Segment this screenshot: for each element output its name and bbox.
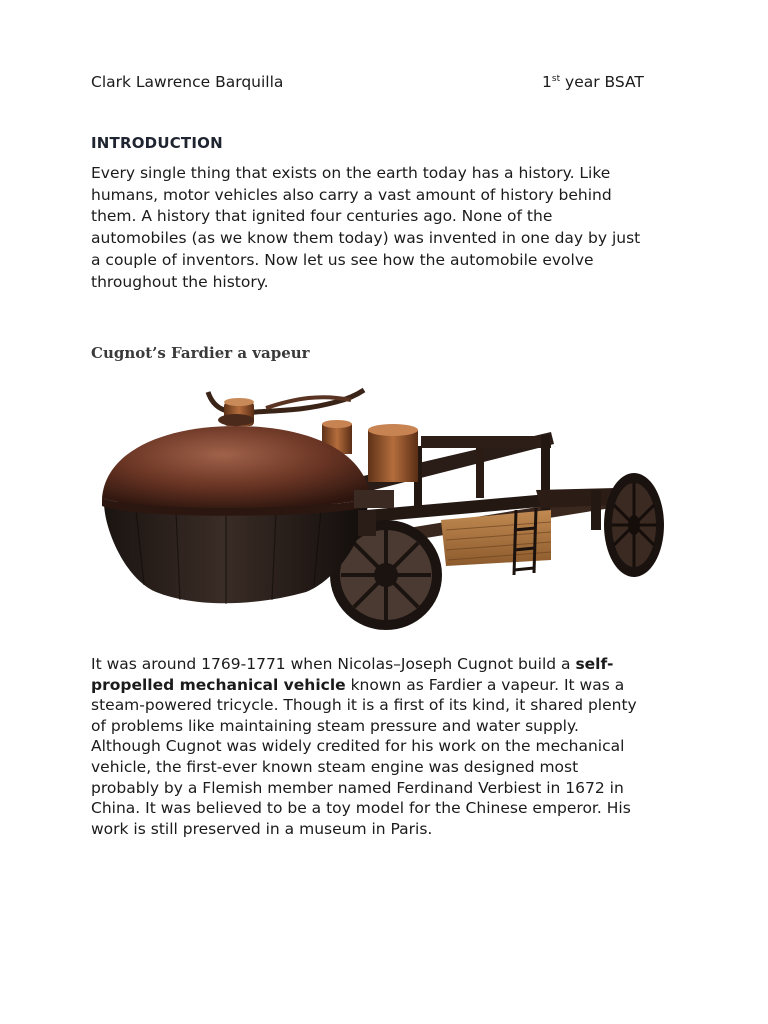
year-program: year BSAT <box>560 73 644 91</box>
body-bold-text: self- <box>575 655 614 673</box>
intro-line: automobiles (as we know them today) was invented in one day by just <box>91 229 641 248</box>
body-line: of problems like maintaining steam pressure and water supply. <box>91 716 579 735</box>
body-line: Although Cugnot was widely credited for his work on the mechanical <box>91 737 625 756</box>
year-ordinal-suffix: st <box>551 74 561 84</box>
fardier-vapeur-photo <box>96 380 676 642</box>
cugnot-paragraph <box>91 654 691 839</box>
intro-line: them. A history that ignited four centuries ago. None of the <box>91 207 553 226</box>
body-bold-text: propelled mechanical vehicle <box>91 675 346 694</box>
rear-wheel <box>604 473 664 577</box>
body-line: vehicle, the first-ever known steam engine was designed most <box>91 757 579 776</box>
introduction-paragraph <box>91 163 691 293</box>
body-line <box>91 675 691 696</box>
section-title: Cugnot’s Fardier a vapeur <box>91 344 310 362</box>
body-text: It was around 1769-1771 when Nicolas–Joseph Cugnot build a <box>91 655 576 673</box>
author-name: Clark Lawrence Barquilla <box>91 73 284 91</box>
intro-line: throughout the history. <box>91 272 269 291</box>
body-line: China. It was believed to be a toy model for the Chinese emperor. His <box>91 799 631 818</box>
year-number: 1 <box>542 73 552 91</box>
body-line: work is still preserved in a museum in Paris. <box>91 819 433 838</box>
body-line: steam-powered tricycle. Though it is a first of its kind, it shared plenty <box>91 696 637 715</box>
intro-line: a couple of inventors. Now let us see how the automobile evolve <box>91 250 594 269</box>
body-text: known as Fardier a vapeur. It was a <box>345 675 625 694</box>
intro-line: Every single thing that exists on the earth today has a history. Like <box>91 164 611 182</box>
year-level <box>542 73 644 91</box>
intro-line: humans, motor vehicles also carry a vast amount of history behind <box>91 185 612 204</box>
body-line <box>91 654 691 675</box>
body-line: probably by a Flemish member named Ferdinand Verbiest in 1672 in <box>91 778 624 797</box>
introduction-heading: INTRODUCTION <box>91 134 223 152</box>
